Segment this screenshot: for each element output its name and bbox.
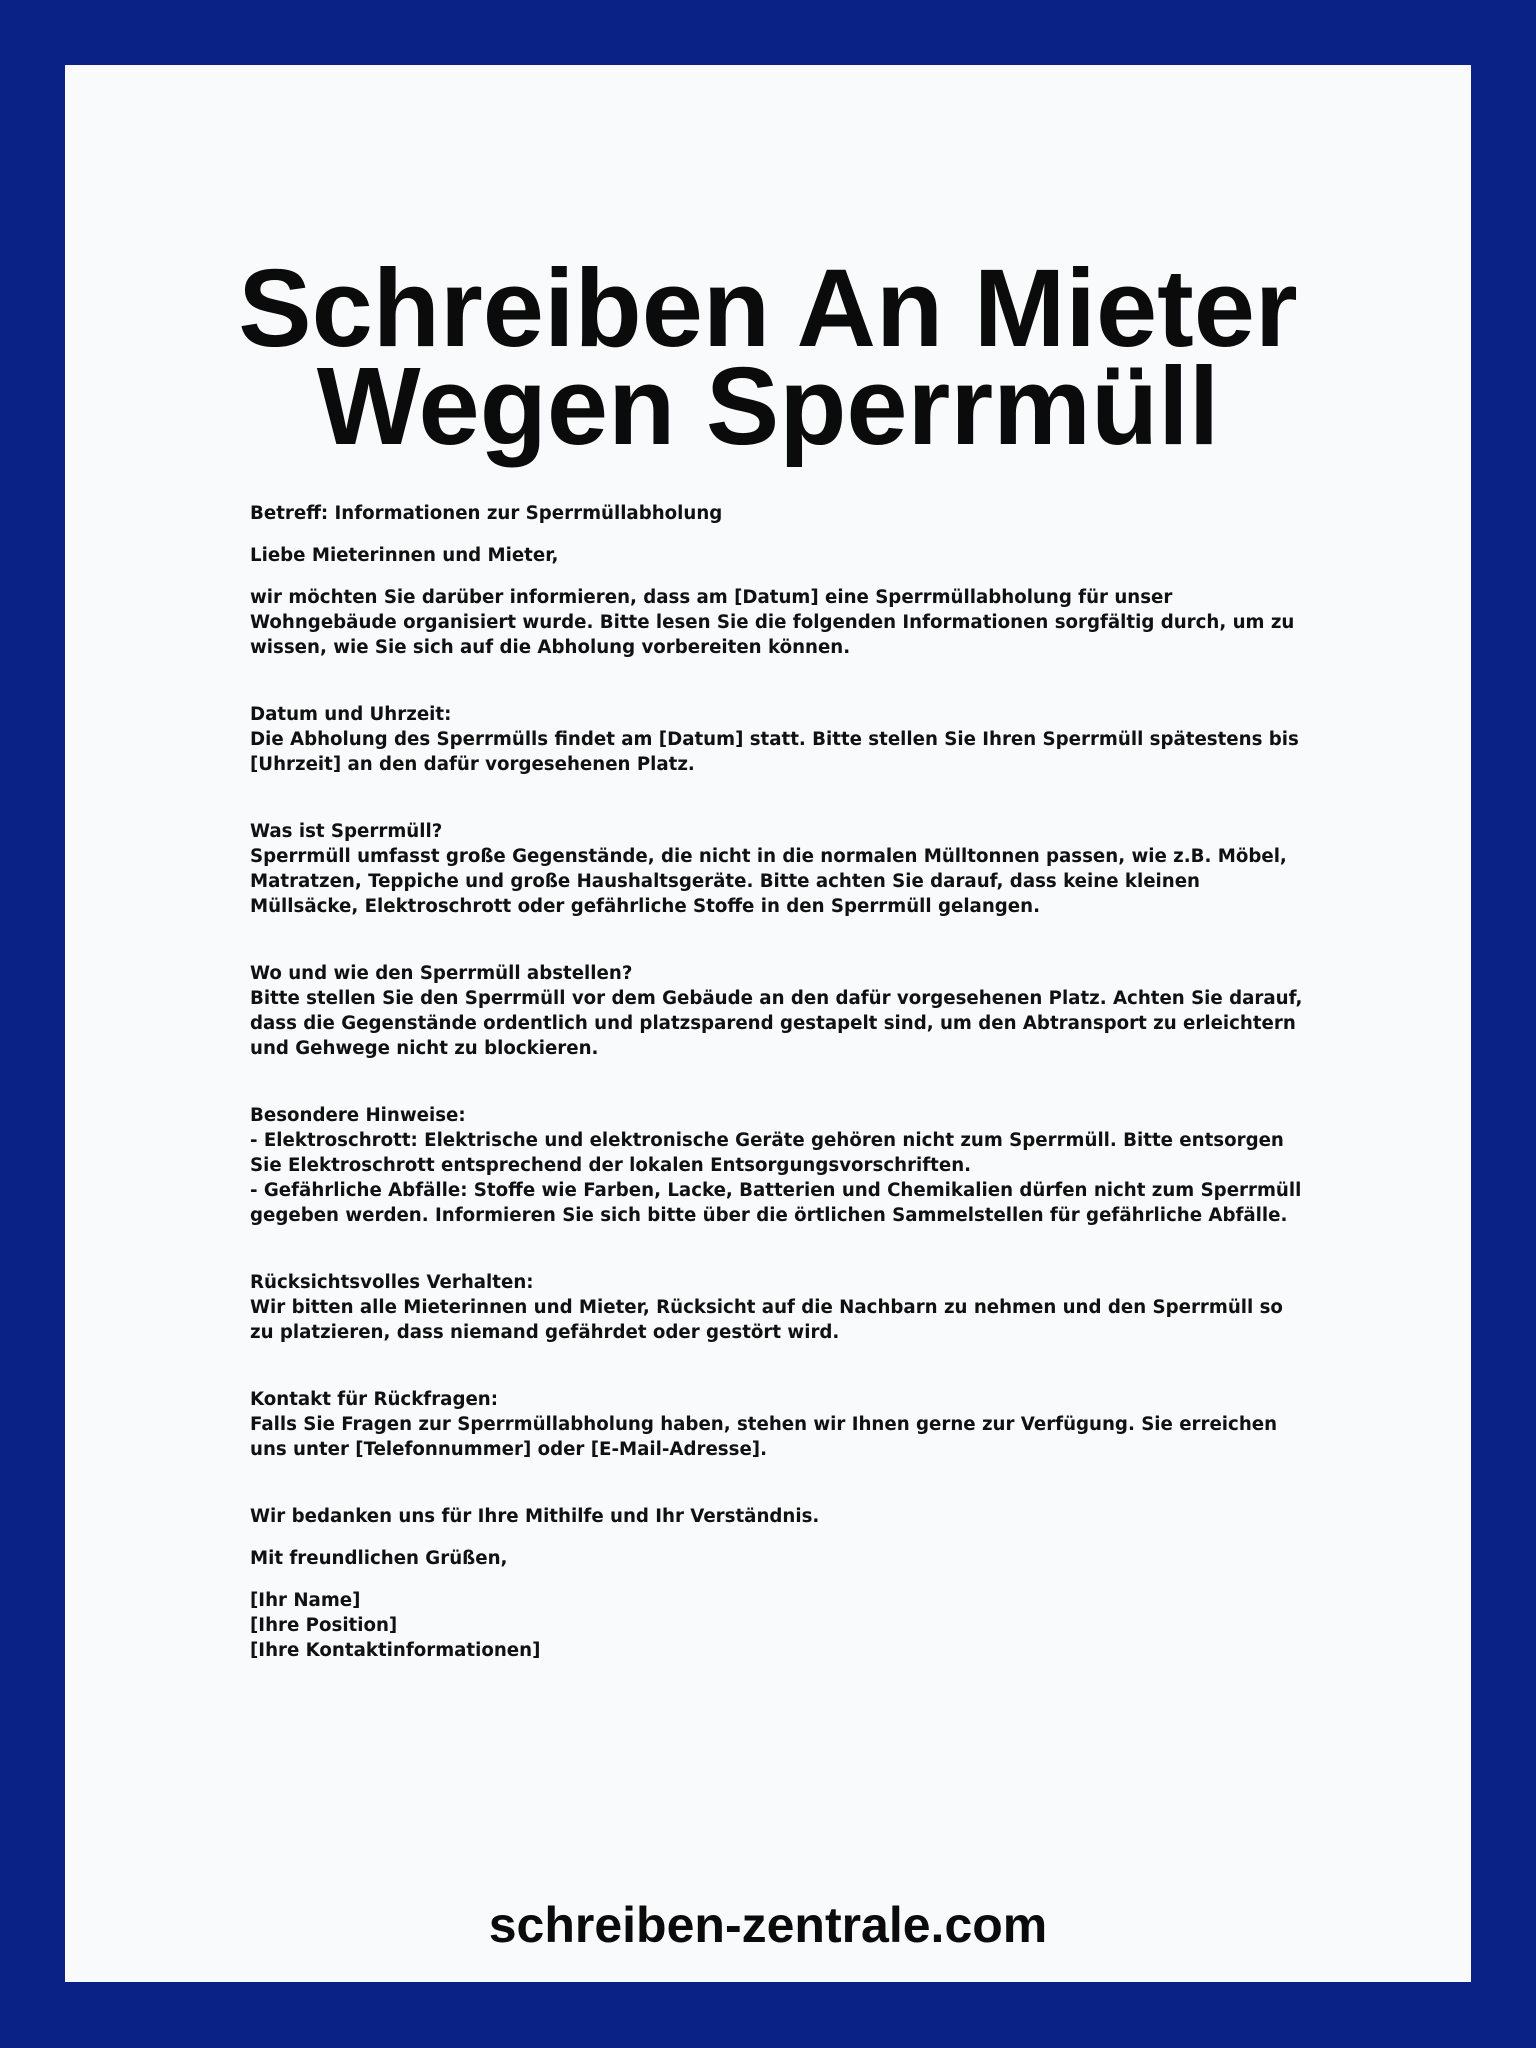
- section-special-notes: [250, 1103, 1310, 1228]
- section-text: Bitte stellen Sie den Sperrmüll vor dem Gebäude an den dafür vorgesehenen Platz. Achten Sie darauf, dass die Gegenstände ordentlich und platzsparend gestapelt sind, um den Abtransport zu erleichtern und Gehwege nicht zu blockieren.: [250, 988, 1303, 1059]
- signature-name: [Ihr Name]: [250, 1590, 361, 1611]
- signature-position: [Ihre Position]: [250, 1615, 398, 1636]
- section-heading: Kontakt für Rückfragen:: [250, 1389, 499, 1410]
- section-heading: Datum und Uhrzeit:: [250, 704, 452, 725]
- section-text: Wir bitten alle Mieterinnen und Mieter, Rücksicht auf die Nachbarn zu nehmen und den Sperrmüll so zu platzieren, dass niemand gefährdet oder gestört wird.: [250, 1297, 1283, 1343]
- signature-contact: [Ihre Kontaktinformationen]: [250, 1640, 541, 1661]
- section-where-to-place: [250, 961, 1310, 1061]
- footer-site-name: schreiben-zentrale.com: [488, 1897, 1048, 1953]
- section-text: Die Abholung des Sperrmülls findet am [Datum] statt. Bitte stellen Sie Ihren Sperrmüll spätestens bis [Uhrzeit] an den dafür vorgesehenen Platz.: [250, 729, 1299, 775]
- section-date-time: [250, 702, 1310, 777]
- letter-subject: Betreff: Informationen zur Sperrmüllabholung: [250, 503, 723, 524]
- letter-intro: wir möchten Sie darüber informieren, dass am [Datum] eine Sperrmüllabholung für unser Wohngebäude organisiert wurde. Bitte lesen Sie die folgenden Informationen sorgfältig durch, um zu wissen, wie Sie sich auf die Abholung vorbereiten können.: [250, 587, 1295, 658]
- letter-thanks: Wir bedanken uns für Ihre Mithilfe und Ihr Verständnis.: [250, 1506, 820, 1527]
- section-what-is-bulky-waste: [250, 819, 1310, 919]
- letter-salutation: Liebe Mieterinnen und Mieter,: [250, 545, 559, 566]
- letter-page: [65, 65, 1471, 1982]
- section-heading: Besondere Hinweise:: [250, 1105, 466, 1126]
- section-heading: Wo und wie den Sperrmüll abstellen?: [250, 963, 633, 984]
- section-text: Sperrmüll umfasst große Gegenstände, die nicht in die normalen Mülltonnen passen, wie z.B. Möbel, Matratzen, Teppiche und große Haushaltsgeräte. Bitte achten Sie darauf, dass keine kleinen Müllsäcke, Elektroschrott oder gefährliche Stoffe in den Sperrmüll gelangen.: [250, 846, 1287, 917]
- section-contact: [250, 1387, 1310, 1462]
- section-heading: Rücksichtsvolles Verhalten:: [250, 1272, 534, 1293]
- section-heading: Was ist Sperrmüll?: [250, 821, 443, 842]
- section-text: - Gefährliche Abfälle: Stoffe wie Farben, Lacke, Batterien und Chemikalien dürfen nicht zum Sperrmüll gegeben werden. Informieren Sie sich bitte über die örtlichen Sammelstellen für gefährliche Abfälle.: [250, 1180, 1302, 1226]
- letter-body: [250, 501, 1310, 1663]
- section-text: - Elektroschrott: Elektrische und elektronische Geräte gehören nicht zum Sperrmüll. Bitte entsorgen Sie Elektroschrott entsprechend der lokalen Entsorgungsvorschriften.: [250, 1130, 1284, 1176]
- section-considerate-behavior: [250, 1270, 1310, 1345]
- page-title: Schreiben An Mieter Wegen Sperrmüll: [238, 247, 1298, 468]
- section-text: Falls Sie Fragen zur Sperrmüllabholung haben, stehen wir Ihnen gerne zur Verfügung. Sie erreichen uns unter [Telefonnummer] oder [E-Mail-Adresse].: [250, 1414, 1278, 1460]
- letter-closing: Mit freundlichen Grüßen,: [250, 1548, 508, 1569]
